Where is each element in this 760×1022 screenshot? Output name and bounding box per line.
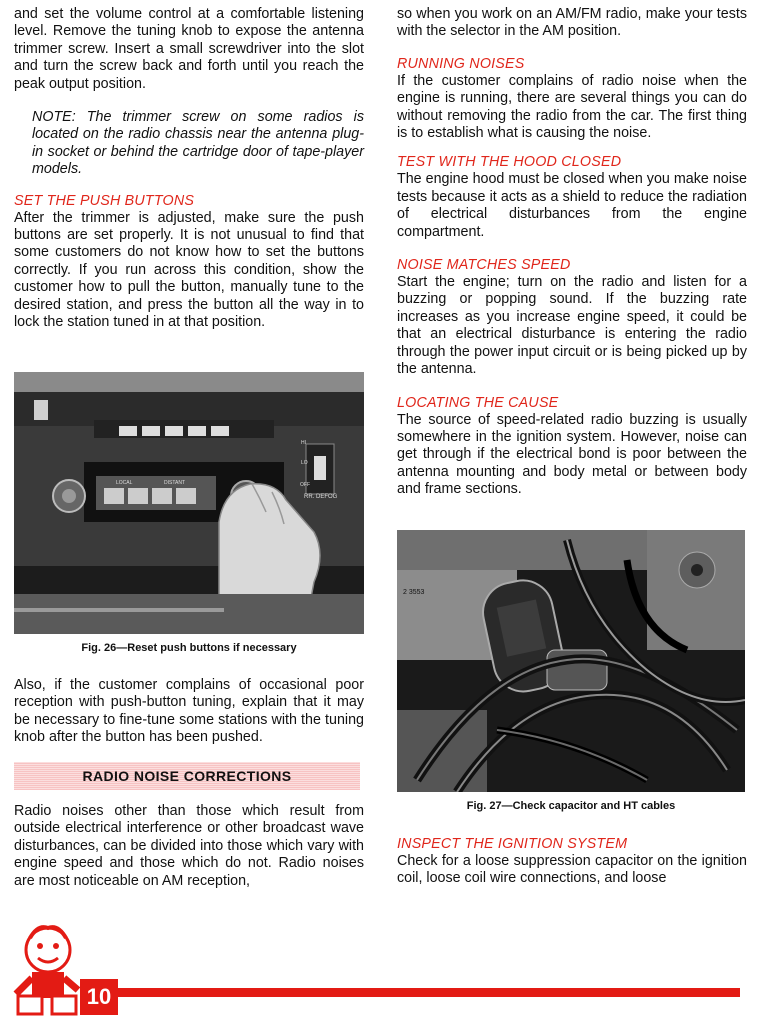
radio-noise-corrections-banner (14, 762, 360, 790)
footer-rule (118, 988, 740, 997)
part-number-label: 2 3553 (403, 589, 425, 596)
fine-tune-paragraph: Also, if the customer complains of occasional poor reception with push-button tuning, explain that it may be necessary to fine-tune some stations with the tuning knob after the button has been pushed. (14, 677, 364, 746)
mascot-icon (8, 920, 88, 1018)
left-column-top (14, 6, 364, 332)
figure-27-caption: Fig. 27—Check capacitor and HT cables (466, 800, 676, 812)
running-noises-paragraph: If the customer complains of radio noise when the engine is running, there are several things you can do without removing the radio from the car. The first thing is to establish what is causing the noise. (397, 72, 747, 142)
heading-locating-cause: LOCATING THE CAUSE (397, 394, 559, 411)
lo-label: LO (301, 460, 308, 466)
radio-dashboard-illustration (14, 372, 364, 634)
left-column-noise (14, 803, 364, 890)
distant-label: DISTANT (164, 480, 186, 486)
off-label: OFF (300, 482, 310, 488)
right-column-top (397, 6, 747, 499)
figure-27-engine-photo (397, 530, 745, 792)
rr-defog-label: RR. DEFOG (304, 494, 338, 500)
push-buttons-paragraph: After the trimmer is adjusted, make sure the push buttons are set properly. It is not unusual to find that some customers do not know how to set the buttons correctly. If you run across this condition, show the customer how to pull the button, manually tune to the desired station, and press the button all the way in to lock the station tuned in at that position. (14, 209, 364, 331)
left-column-bottom (14, 677, 364, 747)
banner-title: RADIO NOISE CORRECTIONS (82, 768, 292, 784)
intro-paragraph: and set the volume control at a comfortable listening level. Remove the tuning knob to expose the antenna trimmer screw. Insert a small screwdriver into the slot and turn the screw back and forth until you reach the peak output position. (14, 6, 364, 92)
figure-26-caption: Fig. 26—Reset push buttons if necessary (81, 642, 297, 654)
radio-noise-paragraph: Radio noises other than those which result from outside electrical interference or other broadcast wave disturbances, can be divided into those which vary with engine speed and those which do not. Radio noises are most noticeable on AM reception, (14, 803, 364, 889)
am-fm-continuation: so when you work on an AM/FM radio, make your tests with the selector in the AM position. (397, 6, 747, 40)
figure-26-radio-photo (14, 372, 364, 634)
locating-cause-paragraph: The source of speed-related radio buzzing is usually somewhere in the ignition system. However, noise can get through if the electrical bond is poor between the antenna mounting and body metal or between body and frame sections. (397, 411, 747, 498)
heading-noise-matches-speed: NOISE MATCHES SPEED (397, 257, 571, 274)
trimmer-note: NOTE: The trimmer screw on some radios is located on the radio chassis near the antenna plug-in socket or behind the cartridge door of tape-player models. (32, 109, 364, 178)
right-column-bottom (397, 836, 747, 888)
page-number: 10 (80, 979, 118, 1015)
ignition-coil-illustration (397, 530, 745, 792)
noise-speed-paragraph: Start the engine; turn on the radio and listen for a buzzing or popping sound. If the buzzing rate increases as you increase engine speed, it could be that an electrical disturbance is entering the radio through the power input circuit or is being picked up by the antenna. (397, 274, 747, 378)
heading-set-push-buttons: SET THE PUSH BUTTONS (14, 192, 195, 209)
local-label: LOCAL (116, 480, 133, 486)
hi-label: HI (301, 440, 306, 446)
inspect-ignition-paragraph: Check for a loose suppression capacitor on the ignition coil, loose coil wire connections, and loose (397, 853, 747, 887)
heading-inspect-ignition: INSPECT THE IGNITION SYSTEM (397, 836, 628, 852)
heading-running-noises: RUNNING NOISES (397, 55, 525, 72)
heading-hood-closed: TEST WITH THE HOOD CLOSED (397, 154, 622, 171)
hood-closed-paragraph: The engine hood must be closed when you make noise tests because it acts as a shield to reduce the radiation of electrical disturbances from the engine compartment. (397, 171, 747, 240)
